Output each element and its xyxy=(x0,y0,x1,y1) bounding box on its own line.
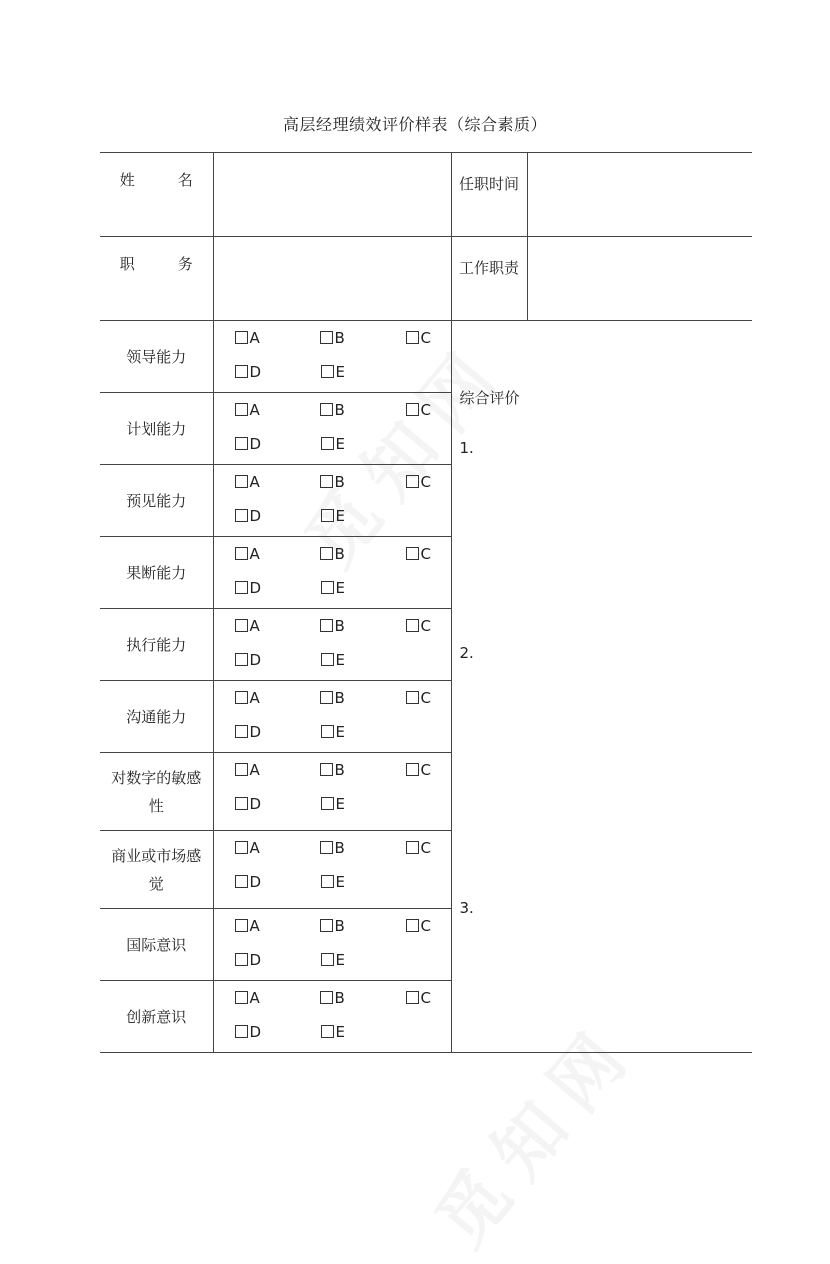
name-field[interactable] xyxy=(213,153,451,237)
name-row xyxy=(100,153,752,237)
rating-checkbox-b[interactable]: B xyxy=(320,839,345,857)
rating-checkbox-b[interactable]: B xyxy=(320,545,345,563)
summary-item-1: 1. xyxy=(459,439,474,457)
rating-checkbox-e[interactable]: E xyxy=(321,795,345,813)
summary-item-3: 3. xyxy=(459,899,474,917)
rating-checkbox-b[interactable]: B xyxy=(320,989,345,1007)
rating-checkbox-d[interactable]: D xyxy=(235,363,262,381)
criterion-label: 沟通能力 xyxy=(100,681,213,753)
rating-checkbox-a[interactable]: A xyxy=(235,989,260,1007)
rating-checkbox-d[interactable]: D xyxy=(235,507,262,525)
rating-checkbox-c[interactable]: C xyxy=(406,473,431,491)
rating-checkbox-c[interactable]: C xyxy=(406,761,431,779)
rating-checkbox-b[interactable]: B xyxy=(320,689,345,707)
rating-checkbox-b[interactable]: B xyxy=(320,761,345,779)
summary-item-2: 2. xyxy=(459,644,474,662)
rating-checkbox-a[interactable]: A xyxy=(235,545,260,563)
rating-checkbox-c[interactable]: C xyxy=(406,689,431,707)
rating-checkbox-c[interactable]: C xyxy=(406,989,431,1007)
rating-checkbox-e[interactable]: E xyxy=(321,951,345,969)
rating-options xyxy=(213,909,451,981)
rating-checkbox-a[interactable]: A xyxy=(235,473,260,491)
rating-checkbox-d[interactable]: D xyxy=(235,579,262,597)
rating-checkbox-e[interactable]: E xyxy=(321,1023,345,1041)
criterion-label: 对数字的敏感性 xyxy=(100,753,213,831)
rating-checkbox-e[interactable]: E xyxy=(321,873,345,891)
rating-checkbox-e[interactable]: E xyxy=(321,435,345,453)
duties-field[interactable] xyxy=(527,237,752,321)
criterion-label: 领导能力 xyxy=(100,321,213,393)
rating-checkbox-d[interactable]: D xyxy=(235,723,262,741)
rating-checkbox-d[interactable]: D xyxy=(235,435,262,453)
rating-options xyxy=(213,831,451,909)
position-field[interactable] xyxy=(213,237,451,321)
rating-options xyxy=(213,321,451,393)
rating-options xyxy=(213,981,451,1053)
criterion-label: 商业或市场感觉 xyxy=(100,831,213,909)
rating-checkbox-b[interactable]: B xyxy=(320,917,345,935)
rating-checkbox-d[interactable]: D xyxy=(235,873,262,891)
rating-checkbox-b[interactable]: B xyxy=(320,617,345,635)
tenure-field[interactable] xyxy=(527,153,752,237)
position-row xyxy=(100,237,752,321)
rating-checkbox-d[interactable]: D xyxy=(235,651,262,669)
rating-options xyxy=(213,681,451,753)
rating-checkbox-a[interactable]: A xyxy=(235,401,260,419)
rating-checkbox-c[interactable]: C xyxy=(406,617,431,635)
rating-checkbox-a[interactable]: A xyxy=(235,329,260,347)
evaluation-form xyxy=(100,152,752,1053)
rating-checkbox-c[interactable]: C xyxy=(406,545,431,563)
rating-checkbox-d[interactable]: D xyxy=(235,951,262,969)
rating-options xyxy=(213,753,451,831)
rating-checkbox-e[interactable]: E xyxy=(321,723,345,741)
rating-checkbox-b[interactable]: B xyxy=(320,329,345,347)
rating-checkbox-c[interactable]: C xyxy=(406,917,431,935)
position-label: 职 务 xyxy=(100,237,213,321)
rating-checkbox-e[interactable]: E xyxy=(321,651,345,669)
tenure-label: 任职时间 xyxy=(451,153,527,237)
rating-checkbox-a[interactable]: A xyxy=(235,761,260,779)
rating-checkbox-b[interactable]: B xyxy=(320,473,345,491)
criterion-label: 预见能力 xyxy=(100,465,213,537)
rating-checkbox-e[interactable]: E xyxy=(321,363,345,381)
rating-options xyxy=(213,465,451,537)
rating-checkbox-c[interactable]: C xyxy=(406,401,431,419)
rating-options xyxy=(213,393,451,465)
summary-heading: 综合评价 xyxy=(459,389,520,407)
criterion-label: 创新意识 xyxy=(100,981,213,1053)
criterion-row xyxy=(100,321,752,393)
criterion-label: 计划能力 xyxy=(100,393,213,465)
rating-checkbox-d[interactable]: D xyxy=(235,795,262,813)
rating-options xyxy=(213,537,451,609)
rating-checkbox-a[interactable]: A xyxy=(235,839,260,857)
rating-options xyxy=(213,609,451,681)
criterion-label: 执行能力 xyxy=(100,609,213,681)
rating-checkbox-d[interactable]: D xyxy=(235,1023,262,1041)
rating-checkbox-e[interactable]: E xyxy=(321,579,345,597)
criterion-label: 国际意识 xyxy=(100,909,213,981)
rating-checkbox-b[interactable]: B xyxy=(320,401,345,419)
name-label: 姓 名 xyxy=(100,153,213,237)
rating-checkbox-a[interactable]: A xyxy=(235,917,260,935)
criterion-label: 果断能力 xyxy=(100,537,213,609)
rating-checkbox-a[interactable]: A xyxy=(235,617,260,635)
duties-label: 工作职责 xyxy=(451,237,527,321)
rating-checkbox-c[interactable]: C xyxy=(406,839,431,857)
rating-checkbox-a[interactable]: A xyxy=(235,689,260,707)
rating-checkbox-e[interactable]: E xyxy=(321,507,345,525)
page-title: 高层经理绩效评价样表（综合素质） xyxy=(282,115,547,134)
summary-cell[interactable] xyxy=(451,321,752,1053)
rating-checkbox-c[interactable]: C xyxy=(406,329,431,347)
